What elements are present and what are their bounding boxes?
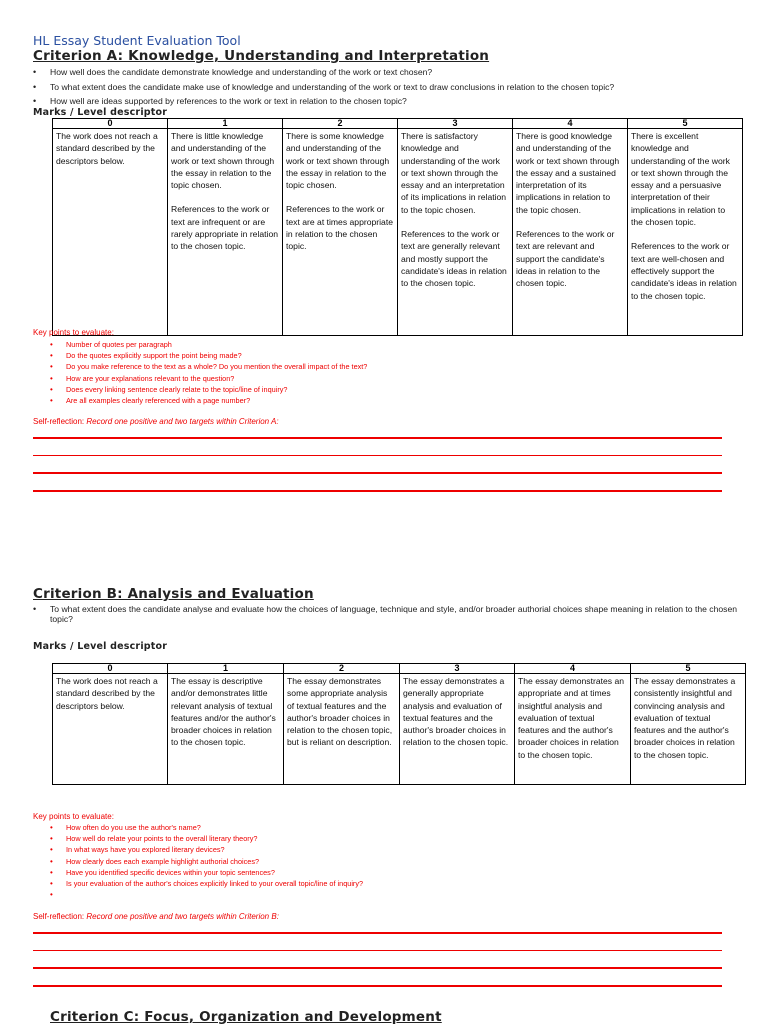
reflection-line[interactable] xyxy=(33,437,722,439)
level-header: 1 xyxy=(168,664,284,674)
level-header: 4 xyxy=(515,664,631,674)
descriptor-text: The essay demonstrates a generally appropriate analysis and evaluation of textual features and the author's broader choices in relation to the chosen topic. xyxy=(403,676,509,748)
question-item: • How well does the candidate demonstrate knowledge and understanding of the work or text chosen? xyxy=(33,67,733,77)
rubric-header-row xyxy=(53,664,746,674)
key-point-item: • How well do relate your points to the overall literary theory? xyxy=(50,833,363,844)
criterion-c-heading: Criterion C: Focus, Organization and Development xyxy=(50,1009,442,1025)
key-point-item: • Number of quotes per paragraph xyxy=(50,339,367,350)
descriptor-cell xyxy=(284,674,400,785)
descriptor-text: The work does not reach a standard described by the descriptors below. xyxy=(56,676,158,711)
criterion-b-key-points-title: Key points to evaluate: xyxy=(33,812,114,821)
descriptor-cell xyxy=(515,674,631,785)
reflection-prompt: Record one positive and two targets within Criterion A: xyxy=(86,417,279,426)
descriptor-cell xyxy=(168,674,284,785)
criterion-b-marks-label: Marks / Level descriptor xyxy=(33,641,168,652)
descriptor-cell xyxy=(53,674,168,785)
key-point-item: • How often do you use the author's name? xyxy=(50,822,363,833)
descriptor-text: References to the work or text are relevant and support the candidate's ideas in relation to the chosen topic. xyxy=(516,229,615,289)
key-point-item: • How clearly does each example highlight authorial choices? xyxy=(50,856,363,867)
reflection-line[interactable] xyxy=(33,455,722,456)
descriptor-cell xyxy=(513,129,628,336)
criterion-b-heading: Criterion B: Analysis and Evaluation xyxy=(33,586,314,602)
descriptor-text: References to the work or text are well-chosen and effectively support the candidate's ideas in relation to the chosen topic. xyxy=(631,241,737,301)
question-item: • To what extent does the candidate make use of knowledge and understanding of the work or text to draw conclusions in relation to the chosen topic? xyxy=(33,82,733,92)
reflection-line[interactable] xyxy=(33,950,722,951)
key-point-item: • Do you make reference to the text as a whole? Do you mention the overall impact of the text? xyxy=(50,361,367,372)
descriptor-text: The essay demonstrates an appropriate and at times insightful analysis and evaluation of textual features and the author's broader choices in relation to the chosen topic. xyxy=(518,676,625,760)
document-title: HL Essay Student Evaluation Tool xyxy=(33,33,241,48)
level-header: 2 xyxy=(283,119,398,129)
level-header: 3 xyxy=(400,664,515,674)
rubric-descriptor-row xyxy=(53,674,746,785)
level-header: 5 xyxy=(628,119,743,129)
key-point-item xyxy=(50,889,363,900)
level-header: 2 xyxy=(284,664,400,674)
level-header: 0 xyxy=(53,664,168,674)
criterion-b-key-points xyxy=(50,822,363,900)
key-point-item: • Have you identified specific devices within your topic sentences? xyxy=(50,867,363,878)
criterion-a-heading: Criterion A: Knowledge, Understanding and Interpretation xyxy=(33,48,490,64)
descriptor-cell xyxy=(283,129,398,336)
descriptor-text: The essay demonstrates some appropriate analysis of textual features and the author's broader choices in relation to the chosen topic, but is reliant on description. xyxy=(287,676,393,748)
descriptor-cell xyxy=(53,129,168,336)
key-point-item: • Are all examples clearly referenced with a page number? xyxy=(50,395,367,406)
descriptor-text: The essay is descriptive and/or demonstrates little relevant analysis of textual features and/or the author's broader choices in relation to the chosen topic. xyxy=(171,676,276,748)
descriptor-cell xyxy=(631,674,746,785)
level-header: 3 xyxy=(398,119,513,129)
criterion-a-self-reflection xyxy=(33,417,279,426)
key-point-item: • How are your explanations relevant to the question? xyxy=(50,373,367,384)
key-point-item: • Do the quotes explicitly support the point being made? xyxy=(50,350,367,361)
reflection-line[interactable] xyxy=(33,490,722,492)
criterion-a-marks-label: Marks / Level descriptor xyxy=(33,107,168,118)
criterion-a-questions xyxy=(33,67,733,111)
descriptor-text: There is good knowledge and understanding of the work or text shown through the essay and a sustained interpretation of its implications in relation to the topic chosen. xyxy=(516,131,620,215)
descriptor-text: References to the work or text are at times appropriate in relation to the chosen topic. xyxy=(286,204,393,252)
criterion-a-rubric-table xyxy=(52,118,743,336)
criterion-a-key-points xyxy=(50,339,367,406)
level-header: 1 xyxy=(168,119,283,129)
descriptor-text: There is little knowledge and understanding of the work or text shown through the essay in relation to the topic chosen. xyxy=(171,131,275,191)
key-point-item: • Does every linking sentence clearly relate to the topic/line of inquiry? xyxy=(50,384,367,395)
reflection-label: Self-reflection: xyxy=(33,912,85,921)
rubric-header-row xyxy=(53,119,743,129)
descriptor-cell xyxy=(398,129,513,336)
criterion-b-rubric-table xyxy=(52,663,746,785)
reflection-prompt: Record one positive and two targets within Criterion B: xyxy=(86,912,279,921)
criterion-b-questions xyxy=(33,604,738,629)
reflection-line[interactable] xyxy=(33,932,722,934)
descriptor-cell xyxy=(400,674,515,785)
descriptor-text: The work does not reach a standard described by the descriptors below. xyxy=(56,131,158,166)
criterion-a-key-points-title: Key points to evaluate: xyxy=(33,328,114,337)
level-header: 5 xyxy=(631,664,746,674)
descriptor-text: There is some knowledge and understanding of the work or text shown through the essay in relation to the topic chosen. xyxy=(286,131,390,191)
descriptor-cell xyxy=(168,129,283,336)
descriptor-text: There is excellent knowledge and understanding of the work or text shown through the essay and a persuasive interpretation of their implications in relation to the chosen topic. xyxy=(631,131,730,228)
rubric-descriptor-row xyxy=(53,129,743,336)
descriptor-text: The essay demonstrates a consistently insightful and convincing analysis and evaluation of textual features and the author's broader choices in relation to the chosen topic. xyxy=(634,676,736,760)
reflection-line[interactable] xyxy=(33,967,722,969)
reflection-line[interactable] xyxy=(33,985,722,987)
criterion-b-self-reflection xyxy=(33,912,279,921)
level-header: 4 xyxy=(513,119,628,129)
descriptor-cell xyxy=(628,129,743,336)
question-item: • To what extent does the candidate analyse and evaluate how the choices of language, technique and style, and/or broader authorial choices shape meaning in relation to the chosen topic? xyxy=(33,604,738,624)
question-item: • How well are ideas supported by references to the work or text in relation to the chosen topic? xyxy=(33,96,733,106)
reflection-line[interactable] xyxy=(33,472,722,474)
reflection-label: Self-reflection: xyxy=(33,417,85,426)
key-point-item: • Is your evaluation of the author's choices explicitly linked to your overall topic/line of inquiry? xyxy=(50,878,363,889)
descriptor-text: References to the work or text are generally relevant and mostly support the candidate's ideas in relation to the chosen topic. xyxy=(401,229,507,289)
descriptor-text: References to the work or text are infrequent or are rarely appropriate in relation to the chosen topic. xyxy=(171,204,279,252)
level-header: 0 xyxy=(53,119,168,129)
descriptor-text: There is satisfactory knowledge and understanding of the work or text shown through the essay and an interpretation of its implications in relation to the topic chosen. xyxy=(401,131,507,215)
key-point-item: • In what ways have you explored literary devices? xyxy=(50,844,363,855)
